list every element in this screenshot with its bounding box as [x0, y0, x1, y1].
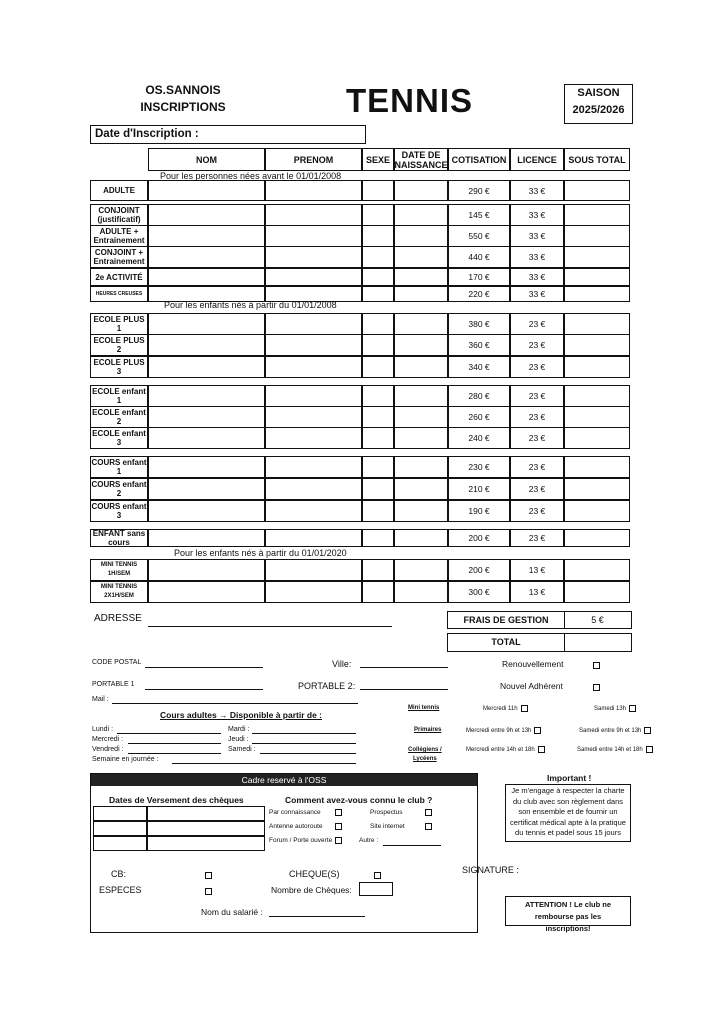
row-sexe-field[interactable]: [362, 246, 394, 268]
coll-samedi-text: Samedi entre 14h et 18h: [577, 747, 643, 754]
cheque-date-cell[interactable]: [147, 806, 265, 821]
row-licence: 23 €: [510, 427, 564, 449]
prim-mercredi-checkbox[interactable]: [534, 727, 541, 734]
row-sexe-field[interactable]: [362, 456, 394, 478]
row-sous-total-field[interactable]: [564, 268, 630, 286]
row-date-field[interactable]: [394, 478, 448, 500]
row-date-field[interactable]: [394, 385, 448, 407]
row-prenom-field[interactable]: [265, 313, 362, 335]
row-licence: 23 €: [510, 385, 564, 407]
attention-box: ATTENTION ! Le club ne rembourse pas les inscriptions!: [505, 896, 631, 926]
row-sexe-field[interactable]: [362, 313, 394, 335]
row-sous-total-field[interactable]: [564, 356, 630, 378]
row-prenom-field[interactable]: [265, 204, 362, 226]
autre-label: Autre :: [359, 837, 379, 844]
nb-cheques-label: Nombre de Chèques:: [271, 885, 352, 895]
row-date-field[interactable]: [394, 356, 448, 378]
row-date-field[interactable]: [394, 180, 448, 201]
row-prenom-field[interactable]: [265, 406, 362, 428]
row-cotisation: 360 €: [448, 334, 510, 356]
row-nom-field[interactable]: [148, 456, 265, 478]
row-nom-field[interactable]: [148, 385, 265, 407]
col-date-naissance: [394, 148, 448, 171]
oss-reserved-box: [90, 773, 478, 933]
site-internet-text: Site internet: [370, 823, 405, 831]
renouvellement-label: Renouvellement: [502, 659, 564, 669]
important-title: Important !: [547, 773, 592, 783]
row-label: ECOLE enfant 2: [90, 406, 148, 428]
row-sous-total-field[interactable]: [564, 204, 630, 226]
saison-label: SAISON: [577, 87, 620, 99]
row-date-field[interactable]: [394, 268, 448, 286]
ville-label: Ville:: [332, 659, 352, 669]
row-nom-field[interactable]: [148, 406, 265, 428]
row-sexe-field[interactable]: [362, 406, 394, 428]
row-nom-field[interactable]: [148, 581, 265, 603]
row-date-field[interactable]: [394, 427, 448, 449]
row-sexe-field[interactable]: [362, 581, 394, 603]
nouvel-adherent-checkbox[interactable]: [593, 684, 600, 691]
row-label: 2e ACTIVITÉ: [90, 268, 148, 286]
row-sous-total-field[interactable]: [564, 334, 630, 356]
row-licence: 23 €: [510, 406, 564, 428]
table-row: [90, 356, 630, 378]
nom-salarie-label: Nom du salarié :: [201, 907, 263, 917]
row-prenom-field[interactable]: [265, 334, 362, 356]
row-cotisation: 200 €: [448, 559, 510, 581]
table-row: [90, 286, 630, 302]
row-cotisation: 190 €: [448, 500, 510, 522]
row-licence: 33 €: [510, 180, 564, 201]
row-licence: 33 €: [510, 204, 564, 226]
portable2-line[interactable]: [360, 689, 448, 690]
especes-label: ESPECES: [99, 885, 142, 895]
row-date-field[interactable]: [394, 334, 448, 356]
club-header: [118, 82, 248, 116]
adresse-label: ADRESSE: [94, 613, 142, 624]
row-sous-total-field[interactable]: [564, 406, 630, 428]
row-sous-total-field[interactable]: [564, 500, 630, 522]
row-licence: 33 €: [510, 286, 564, 302]
especes-checkbox[interactable]: [205, 888, 212, 895]
row-prenom-field[interactable]: [265, 286, 362, 302]
collegiens-line2: Lycéens: [412, 756, 437, 762]
mail-label: Mail :: [92, 696, 109, 703]
row-cotisation: 290 €: [448, 180, 510, 201]
prim-mercredi-text: Mercredi entre 9h et 13h: [466, 728, 532, 735]
row-date-field[interactable]: [394, 406, 448, 428]
prim-mercredi-option[interactable]: [466, 727, 541, 734]
row-nom-field[interactable]: [148, 313, 265, 335]
row-licence: 33 €: [510, 268, 564, 286]
row-nom-field[interactable]: [148, 204, 265, 226]
row-label: ECOLE PLUS 3: [90, 356, 148, 378]
table-row: [90, 581, 630, 603]
frais-label: FRAIS DE GESTION: [448, 612, 565, 628]
row-nom-field[interactable]: [148, 356, 265, 378]
table-row: [90, 478, 630, 500]
mardi-line[interactable]: [252, 733, 356, 734]
row-cotisation: 170 €: [448, 268, 510, 286]
prim-samedi-text: Samedi entre 9h et 13h: [579, 728, 642, 735]
row-licence: 33 €: [510, 225, 564, 247]
col-sexe: SEXE: [362, 148, 394, 171]
row-licence: 23 €: [510, 356, 564, 378]
table-row: [90, 529, 630, 547]
coll-mercredi-text: Mercredi entre 14h et 18h: [466, 747, 535, 754]
samedi-label: Samedi :: [228, 746, 256, 753]
row-cotisation: 200 €: [448, 529, 510, 547]
row-nom-field[interactable]: [148, 427, 265, 449]
par-connaissance-checkbox[interactable]: [335, 809, 342, 816]
total-box: [447, 633, 632, 652]
row-date-field[interactable]: [394, 286, 448, 302]
nb-cheques-field[interactable]: [359, 882, 393, 896]
semaine-line[interactable]: [172, 763, 356, 764]
important-text: Je m'engage à respecter la charte du club avec son règlement dans son ensemble et de fournir un certificat médical apte à la pratique du tennis et padel sous 15 jours: [505, 784, 631, 842]
forum-text: Forum / Porte ouverte: [269, 837, 333, 845]
dates-versement-label: Dates de Versement des chèques: [109, 795, 244, 805]
coll-samedi-checkbox[interactable]: [646, 746, 653, 753]
oss-header: Cadre reservé à l'OSS: [91, 774, 477, 786]
row-sexe-field[interactable]: [362, 500, 394, 522]
code-postal-line[interactable]: [145, 667, 263, 668]
cheques-checkbox[interactable]: [374, 872, 381, 879]
mini-tennis-label: Mini tennis: [408, 705, 440, 711]
table-row: [90, 334, 630, 356]
row-cotisation: 145 €: [448, 204, 510, 226]
row-prenom-field[interactable]: [265, 559, 362, 581]
code-postal-label: CODE POSTAL: [92, 659, 142, 666]
cheque-date-cell[interactable]: [93, 821, 147, 836]
total-label: TOTAL: [448, 634, 565, 651]
row-label: COURS enfant 2: [91, 480, 147, 498]
row-label: COURS enfant 1: [91, 458, 147, 476]
row-sexe-field[interactable]: [362, 204, 394, 226]
row-date-field[interactable]: [394, 529, 448, 547]
connu-label: Comment avez-vous connu le club ?: [285, 795, 433, 805]
cheque-date-cell[interactable]: [147, 821, 265, 836]
row-prenom-field[interactable]: [265, 500, 362, 522]
row-nom-field[interactable]: [148, 246, 265, 268]
col-nom: NOM: [148, 148, 265, 171]
row-prenom-field[interactable]: [265, 268, 362, 286]
row-sous-total-field[interactable]: [564, 225, 630, 247]
row-prenom-field[interactable]: [265, 385, 362, 407]
table-row: [90, 406, 630, 428]
row-sous-total-field[interactable]: [564, 180, 630, 201]
row-sous-total-field[interactable]: [564, 427, 630, 449]
row-sexe-field[interactable]: [362, 478, 394, 500]
par-connaissance-option[interactable]: [269, 809, 342, 816]
row-cotisation: 440 €: [448, 246, 510, 268]
row-licence: 33 €: [510, 246, 564, 268]
adresse-line[interactable]: [148, 626, 392, 627]
row-label: HEURES CREUSES: [90, 286, 148, 302]
row-label: COURS enfant 3: [91, 502, 147, 520]
table-row: [90, 456, 630, 478]
row-date-field[interactable]: [394, 225, 448, 247]
cb-checkbox[interactable]: [205, 872, 212, 879]
cheques-label: CHEQUE(S): [289, 869, 340, 879]
prim-samedi-checkbox[interactable]: [644, 727, 651, 734]
prospectus-text: Prospectus: [370, 809, 403, 817]
mercredi-label: Mercredi :: [92, 736, 124, 743]
table-row: [90, 225, 630, 247]
saison-box: [564, 84, 633, 124]
page-title: TENNIS: [346, 82, 474, 119]
row-label: ECOLE PLUS 1: [90, 313, 148, 335]
mini-samedi-text: Samedi 13h: [594, 706, 627, 713]
row-sexe-field[interactable]: [362, 334, 394, 356]
frais-box: [447, 611, 632, 629]
row-date-field[interactable]: [394, 581, 448, 603]
samedi-line[interactable]: [260, 753, 356, 754]
date-inscription-field[interactable]: Date d'Inscription :: [90, 125, 366, 144]
row-label: MINI TENNIS 2X1H/SEM: [90, 581, 148, 603]
row-cotisation: 380 €: [448, 313, 510, 335]
cours-adultes-title: Cours adultes → Disponible à partir de :: [160, 710, 322, 720]
row-sexe-field[interactable]: [362, 385, 394, 407]
mini-mercredi-text: Mercredi 11h: [483, 706, 518, 713]
row-prenom-field[interactable]: [265, 456, 362, 478]
mini-mercredi-checkbox[interactable]: [521, 705, 528, 712]
antenne-option[interactable]: [269, 823, 342, 830]
row-date-field[interactable]: [394, 204, 448, 226]
total-value-field[interactable]: [564, 634, 631, 651]
row-cotisation: 280 €: [448, 385, 510, 407]
row-cotisation: 550 €: [448, 225, 510, 247]
nom-salarie-line[interactable]: [269, 916, 365, 917]
mini-samedi-option[interactable]: [594, 705, 636, 712]
cheque-date-cell[interactable]: [93, 806, 147, 821]
row-prenom-field[interactable]: [265, 356, 362, 378]
col-date-line2: NAISSANCE: [394, 159, 448, 170]
antenne-checkbox[interactable]: [335, 823, 342, 830]
row-licence: 23 €: [510, 313, 564, 335]
row-licence: 23 €: [510, 500, 564, 522]
row-prenom-field[interactable]: [265, 246, 362, 268]
row-sous-total-field[interactable]: [564, 286, 630, 302]
ville-line[interactable]: [360, 667, 448, 668]
row-nom-field[interactable]: [148, 500, 265, 522]
row-sous-total-field[interactable]: [564, 246, 630, 268]
row-nom-field[interactable]: [148, 286, 265, 302]
table-row: [90, 313, 630, 335]
par-connaissance-text: Par connaissance: [269, 809, 321, 817]
portable1-line[interactable]: [145, 689, 263, 690]
row-date-field[interactable]: [394, 456, 448, 478]
renouvellement-checkbox[interactable]: [593, 662, 600, 669]
row-sous-total-field[interactable]: [564, 529, 630, 547]
row-date-field[interactable]: [394, 313, 448, 335]
portable2-label: PORTABLE 2:: [298, 681, 356, 691]
row-licence: 13 €: [510, 559, 564, 581]
col-date-line1: DATE DE: [401, 149, 441, 160]
row-cotisation: 260 €: [448, 406, 510, 428]
table-row: [90, 268, 630, 286]
nouvel-adherent-label: Nouvel Adhérent: [500, 681, 563, 691]
cheque-date-cell[interactable]: [147, 836, 265, 851]
row-label: ADULTE + Entrainement: [90, 225, 148, 247]
cheque-date-cell[interactable]: [93, 836, 147, 851]
row-licence: 23 €: [510, 529, 564, 547]
vendredi-line[interactable]: [128, 753, 221, 754]
row-prenom-field[interactable]: [265, 478, 362, 500]
table-row: [90, 204, 630, 226]
row-sexe-field[interactable]: [362, 529, 394, 547]
table-row: [90, 246, 630, 268]
row-sous-total-field[interactable]: [564, 313, 630, 335]
site-internet-option[interactable]: [370, 823, 432, 830]
row-label: CONJOINT + Entrainement: [90, 246, 148, 268]
row-nom-field[interactable]: [148, 225, 265, 247]
row-prenom-field[interactable]: [265, 581, 362, 603]
row-label: ENFANT sans cours: [90, 529, 148, 547]
col-sous-total: SOUS TOTAL: [564, 148, 630, 171]
row-prenom-field[interactable]: [265, 225, 362, 247]
forum-option[interactable]: [269, 837, 342, 844]
row-label: CONJOINT (justificatif): [90, 204, 148, 226]
row-sous-total-field[interactable]: [564, 559, 630, 581]
section-label-mini: Pour les enfants nés à partir du 01/01/2020: [174, 548, 347, 558]
vendredi-label: Vendredi :: [92, 746, 124, 753]
forum-checkbox[interactable]: [335, 837, 342, 844]
row-prenom-field[interactable]: [265, 180, 362, 201]
coll-mercredi-checkbox[interactable]: [538, 746, 545, 753]
row-cotisation: 210 €: [448, 478, 510, 500]
table-row: [90, 559, 630, 581]
row-licence: 23 €: [510, 478, 564, 500]
row-date-field[interactable]: [394, 559, 448, 581]
row-nom-field[interactable]: [148, 478, 265, 500]
row-sexe-field[interactable]: [362, 427, 394, 449]
row-sexe-field[interactable]: [362, 225, 394, 247]
mercredi-line[interactable]: [128, 743, 221, 744]
jeudi-line[interactable]: [252, 743, 356, 744]
inscriptions-label: INSCRIPTIONS: [140, 100, 226, 114]
col-licence: LICENCE: [510, 148, 564, 171]
coll-samedi-option[interactable]: [577, 746, 653, 753]
mini-mercredi-option[interactable]: [483, 705, 528, 712]
row-sous-total-field[interactable]: [564, 456, 630, 478]
club-name: OS.SANNOIS: [145, 83, 221, 97]
col-prenom: PRENOM: [265, 148, 362, 171]
row-sous-total-field[interactable]: [564, 478, 630, 500]
row-cotisation: 300 €: [448, 581, 510, 603]
row-label: MINI TENNIS 1H/SEM: [90, 559, 148, 581]
site-internet-checkbox[interactable]: [425, 823, 432, 830]
table-row: [90, 427, 630, 449]
signature-label: SIGNATURE :: [462, 865, 519, 875]
row-sexe-field[interactable]: [362, 356, 394, 378]
row-sous-total-field[interactable]: [564, 385, 630, 407]
row-prenom-field[interactable]: [265, 529, 362, 547]
row-sexe-field[interactable]: [362, 268, 394, 286]
row-label: ADULTE: [90, 180, 148, 201]
row-licence: 23 €: [510, 334, 564, 356]
row-label: ECOLE enfant 3: [90, 427, 148, 449]
row-licence: 13 €: [510, 581, 564, 603]
row-cotisation: 220 €: [448, 286, 510, 302]
table-row: [90, 500, 630, 522]
cb-label: CB:: [111, 869, 127, 879]
lundi-line[interactable]: [117, 733, 221, 734]
primaires-label: Primaires: [414, 727, 442, 733]
antenne-text: Antenne autoroute: [269, 823, 323, 831]
row-sexe-field[interactable]: [362, 180, 394, 201]
mini-samedi-checkbox[interactable]: [629, 705, 636, 712]
collegiens-line1: Collégiens /: [408, 747, 442, 753]
prospectus-option[interactable]: [370, 809, 432, 816]
collegiens-label: [408, 746, 442, 764]
frais-value: 5 €: [591, 615, 604, 625]
table-row: [90, 180, 630, 201]
section-label-children: Pour les enfants nés à partir du 01/01/2008: [164, 300, 337, 310]
autre-line[interactable]: [383, 845, 441, 846]
jeudi-label: Jeudi :: [228, 736, 249, 743]
row-nom-field[interactable]: [148, 529, 265, 547]
col-cotisation: COTISATION: [448, 148, 510, 171]
row-nom-field[interactable]: [148, 559, 265, 581]
lundi-label: Lundi :: [92, 726, 114, 733]
row-label: ECOLE PLUS 2: [90, 334, 148, 356]
row-date-field[interactable]: [394, 246, 448, 268]
row-sous-total-field[interactable]: [564, 581, 630, 603]
row-date-field[interactable]: [394, 500, 448, 522]
row-nom-field[interactable]: [148, 334, 265, 356]
row-label: ECOLE enfant 1: [90, 385, 148, 407]
prim-samedi-option[interactable]: [579, 727, 651, 734]
row-cotisation: 240 €: [448, 427, 510, 449]
mardi-label: Mardi :: [228, 726, 250, 733]
section-label-adults: Pour les personnes nées avant le 01/01/2008: [160, 171, 342, 181]
portable1-label: PORTABLE 1: [92, 681, 135, 688]
prospectus-checkbox[interactable]: [425, 809, 432, 816]
row-cotisation: 340 €: [448, 356, 510, 378]
row-licence: 23 €: [510, 456, 564, 478]
row-nom-field[interactable]: [148, 268, 265, 286]
row-sexe-field[interactable]: [362, 559, 394, 581]
saison-value: 2025/2026: [572, 104, 625, 116]
row-cotisation: 230 €: [448, 456, 510, 478]
semaine-label: Semaine en journée :: [92, 756, 159, 763]
mail-line[interactable]: [112, 703, 358, 704]
row-sexe-field[interactable]: [362, 286, 394, 302]
coll-mercredi-option[interactable]: [466, 746, 545, 753]
row-nom-field[interactable]: [148, 180, 265, 201]
row-prenom-field[interactable]: [265, 427, 362, 449]
table-row: [90, 385, 630, 407]
